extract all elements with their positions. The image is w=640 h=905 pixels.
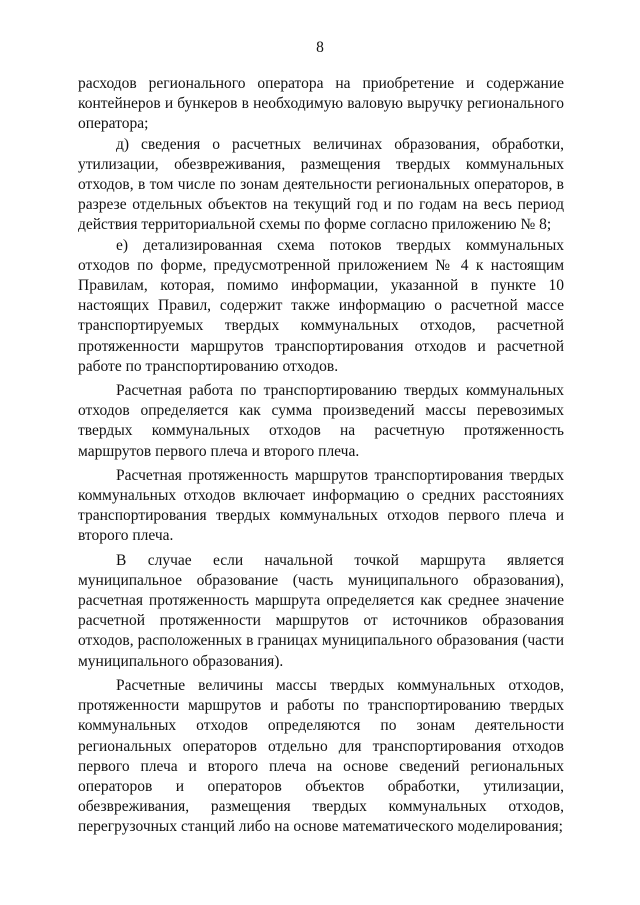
paragraph-calculated-values: Расчетные величины массы твердых коммунальных отходов, протяженности маршрутов и работы по транспортированию твердых коммунальных отходов определяются по зонам деятельности региональных операторов отдельно для транспортирования отходов первого плеча и второго плеча на основе сведений региональных операторов и операторов объектов обработки, утилизации, обезвреживания, размещения твердых коммунальных отходов, перегрузочных станций либо на основе математического моделирования; [78,676,564,836]
page-number: 8 [316,39,324,56]
document-body [78,74,564,838]
paragraph-calculated-length: Расчетная протяженность маршрутов транспортирования твердых коммунальных отходов включает информацию о средних расстояниях транспортирования твердых коммунальных отходов первого плеча и второго плеча. [78,466,564,545]
paragraph-starting-point: В случае если начальной точкой маршрута является муниципальное образование (часть муниципального образования), расчетная протяженность маршрута определяется как среднее значение расчетной протяженности маршрутов от источников образования отходов, расположенных в границах муниципального образования (части муниципального образования). [78,551,564,670]
paragraph-item-e: е) детализированная схема потоков твердых коммунальных отходов по форме, предусмотренной приложением № 4 к настоящим Правилам, которая, помимо информации, указанной в пункте 10 настоящих Правил, содержит также информацию о расчетной массе транспортируемых твердых коммунальных отходов, расчетной протяженности маршрутов транспортирования отходов и расчетной работе по транспортированию отходов. [78,236,564,375]
paragraph-continuation: расходов регионального оператора на приобретение и содержание контейнеров и бункеров в необходимую валовую выручку регионального оператора; [78,75,564,133]
paragraph-calculated-work: Расчетная работа по транспортированию твердых коммунальных отходов определяется как сумма произведений массы перевозимых твердых коммунальных отходов на расчетную протяженность маршрутов первого плеча и второго плеча. [78,382,564,460]
paragraph-item-d: д) сведения о расчетных величинах образования, обработки, утилизации, обезвреживания, размещения твердых коммунальных отходов, в том числе по зонам деятельности региональных операторов, в разрезе отдельных объектов на текущий год и по годам на весь период действия территориальной схемы по форме согласно приложению № 8; [78,135,564,234]
